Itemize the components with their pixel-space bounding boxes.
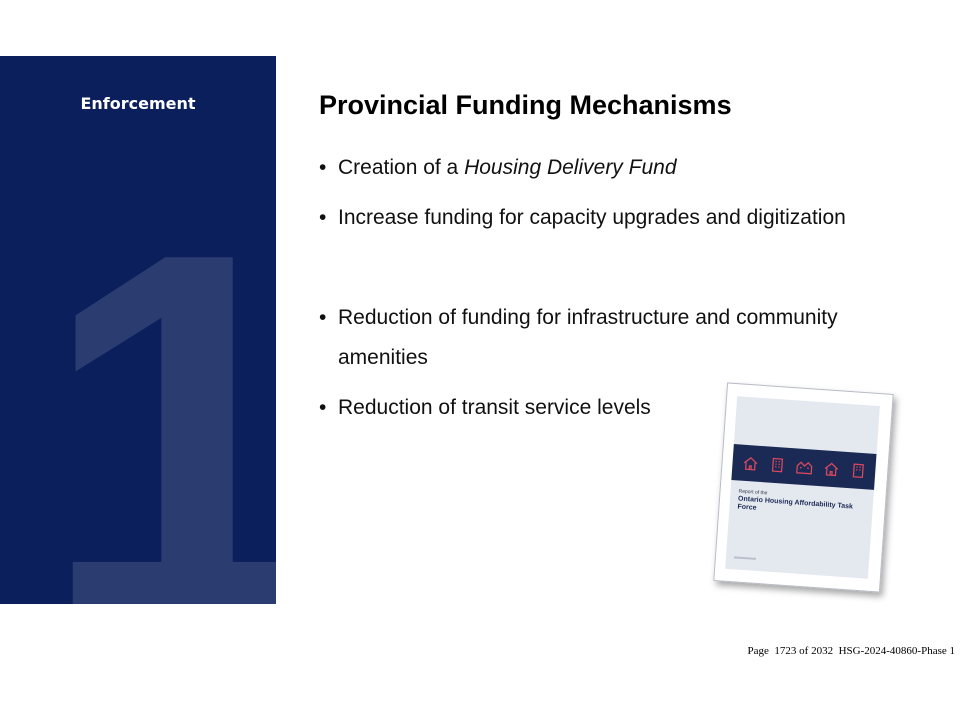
bullet-text: Reduction of funding for infrastructure and community amenities xyxy=(338,306,838,369)
apartment-icon xyxy=(848,461,867,480)
house-icon xyxy=(821,459,840,478)
house-icon xyxy=(740,454,759,473)
report-icon-band xyxy=(731,444,876,490)
bullet-item xyxy=(319,298,889,378)
bullet-text: Reduction of transit service levels xyxy=(338,396,651,419)
townhouse-icon xyxy=(794,457,813,476)
report-title: Ontario Housing Affordability Task Force xyxy=(737,495,854,512)
page-label: Page xyxy=(747,645,769,657)
slide-title: Provincial Funding Mechanisms xyxy=(319,90,732,120)
section-numeral: 1 xyxy=(40,145,330,726)
bullet-text: Increase funding for capacity upgrades and digitization xyxy=(338,206,846,229)
top-band xyxy=(0,0,975,56)
section-label: Enforcement xyxy=(80,94,196,113)
page-total: 2032 xyxy=(811,645,834,657)
section-panel xyxy=(0,56,330,726)
page-number: 1723 xyxy=(774,645,797,657)
bullet-item xyxy=(319,198,889,238)
report-footer-line xyxy=(734,556,756,560)
bullet-item xyxy=(319,148,889,188)
apartment-icon xyxy=(767,455,786,474)
report-subtitle: Report of the xyxy=(738,488,768,497)
bullet-text: Creation of a xyxy=(338,156,465,179)
page-footer xyxy=(748,645,955,657)
bullet-list xyxy=(319,148,889,428)
document-id: HSG-2024-40860-Phase 1 xyxy=(838,645,955,657)
report-cover-page xyxy=(725,396,880,579)
bullet-emphasis: Housing Delivery Fund xyxy=(464,156,677,179)
of-label: of xyxy=(799,645,809,657)
report-cover-thumbnail xyxy=(713,382,893,592)
